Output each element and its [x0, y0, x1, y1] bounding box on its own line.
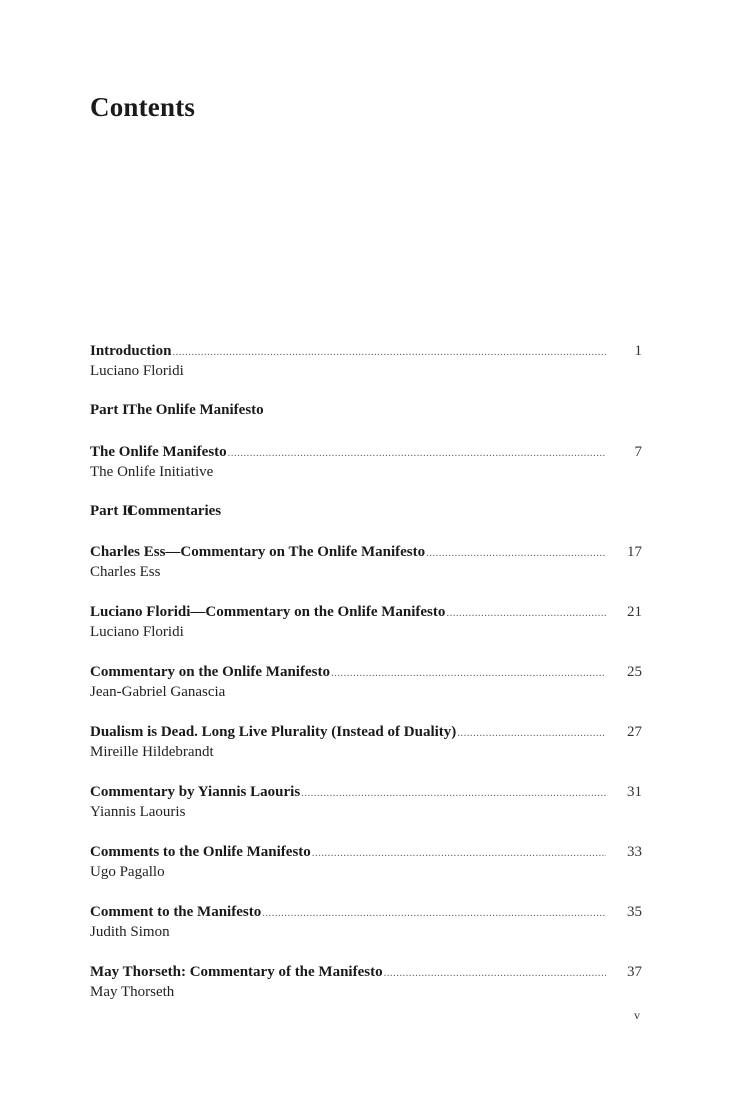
- entry-author: Jean-Gabriel Ganascia: [90, 684, 226, 700]
- entry-author: The Onlife Initiative: [90, 464, 214, 480]
- part-number: Part I: [90, 402, 128, 418]
- page-number: 37: [627, 964, 642, 980]
- entry-title[interactable]: May Thorseth: Commentary of the Manifesto: [90, 964, 383, 980]
- page-number: 33: [627, 844, 642, 860]
- dot-leader: [446, 604, 606, 623]
- part-heading-1: [90, 401, 264, 420]
- toc-entry[interactable]: [90, 843, 642, 882]
- entry-author: Judith Simon: [90, 924, 170, 940]
- part-heading-2: [90, 502, 221, 521]
- entry-author: Mireille Hildebrandt: [90, 744, 214, 760]
- page-number: 27: [627, 724, 642, 740]
- entry-author: Yiannis Laouris: [90, 804, 186, 820]
- page-number: 35: [627, 904, 642, 920]
- entry-author: Charles Ess: [90, 564, 161, 580]
- page-title: Contents: [90, 92, 196, 122]
- toc-entry[interactable]: [90, 663, 642, 702]
- toc-entry[interactable]: [90, 963, 642, 1002]
- dot-leader: [331, 664, 606, 683]
- part-number: Part II: [90, 503, 134, 519]
- page-number: 17: [627, 544, 642, 560]
- toc-entry[interactable]: [90, 903, 642, 942]
- part-title: Commentaries: [127, 503, 222, 519]
- entry-title[interactable]: Introduction: [90, 343, 172, 359]
- entry-author: Luciano Floridi: [90, 363, 184, 379]
- entry-author: May Thorseth: [90, 984, 175, 1000]
- folio-page-number: v: [634, 1008, 640, 1022]
- entry-title[interactable]: The Onlife Manifesto: [90, 444, 227, 460]
- page-number: 7: [634, 444, 642, 460]
- entry-title[interactable]: Comment to the Manifesto: [90, 904, 262, 920]
- entry-title[interactable]: Dualism is Dead. Long Live Plurality (Instead of Duality): [90, 724, 457, 740]
- entry-title[interactable]: Luciano Floridi—Commentary on the Onlife Manifesto: [90, 604, 446, 620]
- page-number: 1: [634, 343, 642, 359]
- page-number: 25: [627, 664, 642, 680]
- toc-entry[interactable]: [90, 783, 642, 822]
- entry-title[interactable]: Charles Ess—Commentary on The Onlife Manifesto: [90, 544, 426, 560]
- entry-author: Ugo Pagallo: [90, 864, 165, 880]
- page-number: 31: [627, 784, 642, 800]
- entry-title[interactable]: Comments to the Onlife Manifesto: [90, 844, 311, 860]
- dot-leader: [457, 724, 606, 743]
- toc-entry[interactable]: [90, 543, 642, 582]
- part-title: The Onlife Manifesto: [127, 402, 264, 418]
- dot-leader: [262, 904, 606, 923]
- entry-title[interactable]: Commentary on the Onlife Manifesto: [90, 664, 330, 680]
- dot-leader: [172, 343, 606, 362]
- toc-entry[interactable]: [90, 603, 642, 642]
- dot-leader: [426, 544, 606, 563]
- entry-author: Luciano Floridi: [90, 624, 184, 640]
- entry-title[interactable]: Commentary by Yiannis Laouris: [90, 784, 301, 800]
- dot-leader: [228, 444, 606, 463]
- toc-entry-introduction[interactable]: [90, 342, 642, 381]
- dot-leader: [384, 964, 606, 983]
- toc-entry-onlife-manifesto[interactable]: [90, 443, 642, 482]
- dot-leader: [312, 844, 606, 863]
- page-number: 21: [627, 604, 642, 620]
- toc-entry[interactable]: [90, 723, 642, 762]
- dot-leader: [301, 784, 606, 803]
